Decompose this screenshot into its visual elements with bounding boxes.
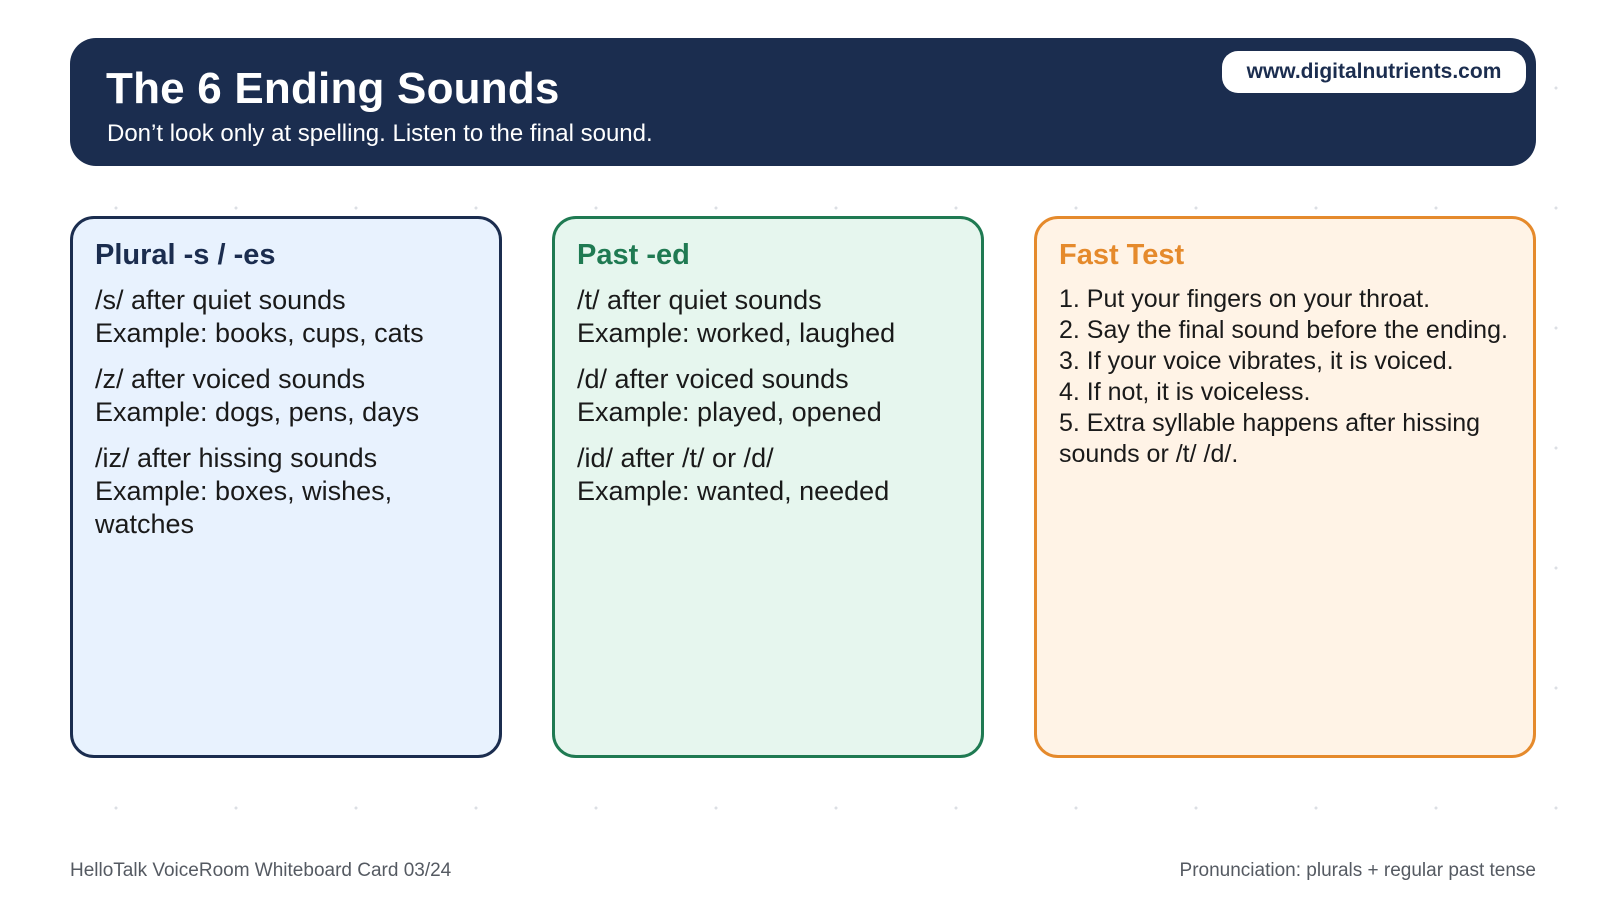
rule-example: Example: worked, laughed [577,318,896,348]
rule-example: Example: played, opened [577,397,882,427]
footer-card-label: HelloTalk VoiceRoom Whiteboard Card 03/24 [70,860,452,881]
website-link[interactable]: www.digitalnutrients.com [1222,51,1526,93]
past-card-title: Past -ed [577,239,690,271]
rule-sound: /z/ after voiced sounds [95,364,366,394]
rule-sound: /iz/ after hissing sounds [95,443,378,473]
plural-rule-z [95,363,477,429]
page-subtitle: Don’t look only at spelling. Listen to the final sound. [107,120,653,147]
list-item: 4. If not, it is voiceless. [1059,378,1311,406]
past-rule-id [577,442,959,508]
rule-sound: /t/ after quiet sounds [577,285,822,315]
plural-rule-iz [95,442,477,541]
fast-test-card [1034,216,1536,758]
rule-example: Example: books, cups, cats [95,318,424,348]
past-rule-d [577,363,959,429]
past-rule-t [577,284,959,350]
list-item: 5. Extra syllable happens after hissing sounds or /t/ /d/. [1059,409,1481,468]
fast-test-steps [1059,284,1511,470]
list-item: 3. If your voice vibrates, it is voiced. [1059,347,1454,375]
rule-example: Example: boxes, wishes, watches [95,476,393,539]
fast-test-title: Fast Test [1059,239,1185,271]
plural-card [70,216,502,758]
page-title: The 6 Ending Sounds [106,64,560,113]
header-banner [70,38,1536,166]
rule-example: Example: dogs, pens, days [95,397,420,427]
list-item: 1. Put your fingers on your throat. [1059,285,1431,313]
list-item: 2. Say the final sound before the ending. [1059,316,1508,344]
plural-card-title: Plural -s / -es [95,239,276,271]
rule-sound: /s/ after quiet sounds [95,285,346,315]
rule-example: Example: wanted, needed [577,476,890,506]
plural-rule-s [95,284,477,350]
rule-sound: /d/ after voiced sounds [577,364,849,394]
past-tense-card [552,216,984,758]
footer-topic-label: Pronunciation: plurals + regular past tense [1179,860,1536,881]
rule-sound: /id/ after /t/ or /d/ [577,443,774,473]
